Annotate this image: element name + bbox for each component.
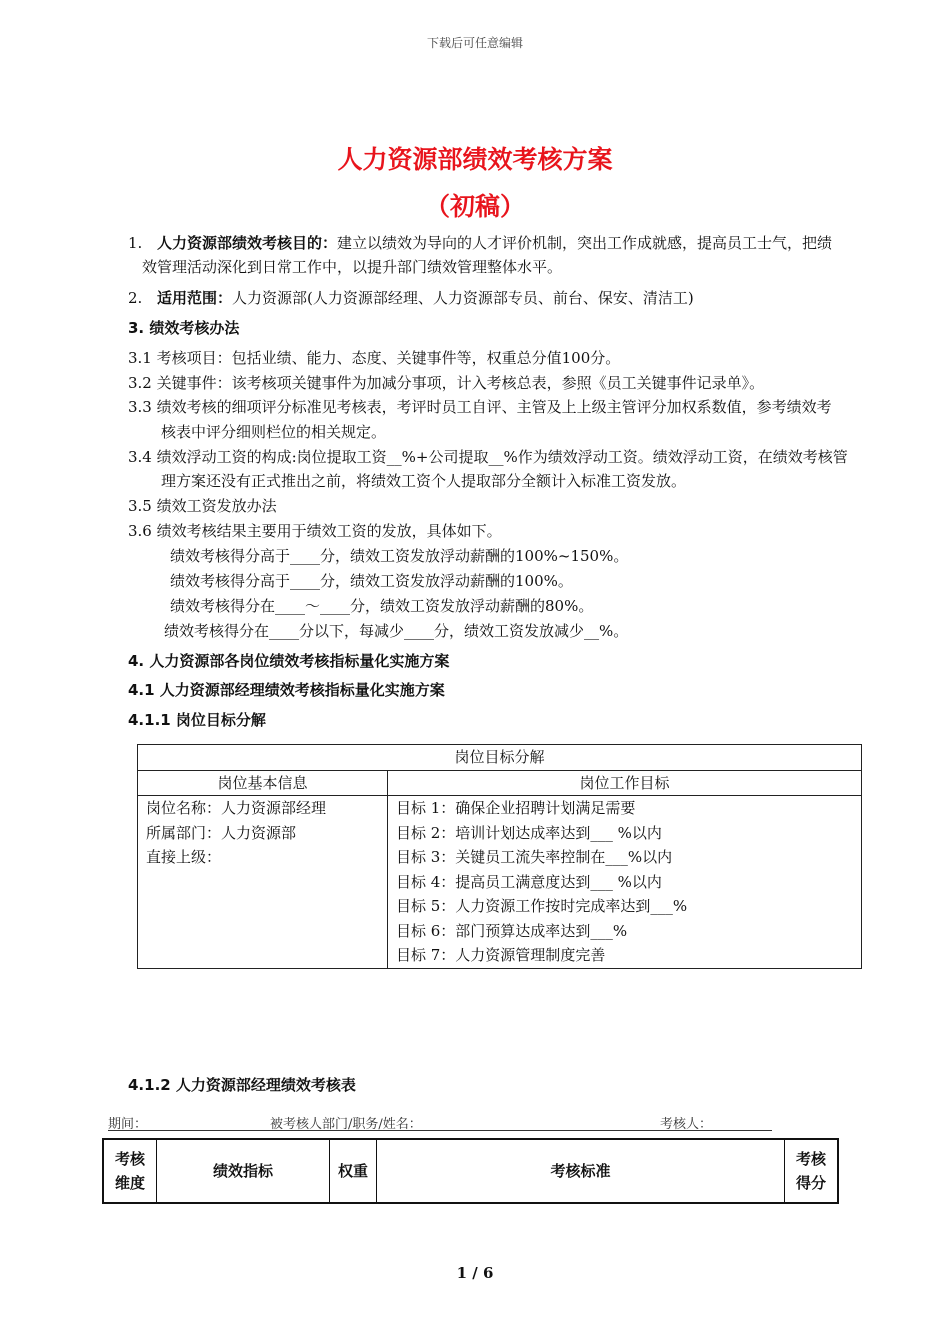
basic-info-header: 岗位基本信息	[138, 770, 388, 796]
rule-3: 绩效考核得分在____～____分，绩效工资发放浮动薪酬的80%。	[170, 597, 594, 615]
section-4-1-1-heading: 4.1.1 岗位目标分解	[128, 711, 266, 729]
section-4-1-2-heading: 4.1.2 人力资源部经理绩效考核表	[128, 1076, 356, 1094]
target-item: 目标 5：人力资源工作按时完成率达到___%	[396, 897, 688, 915]
target-item: 目标 6：部门预算达成率达到___%	[396, 921, 628, 940]
score-header: 考核得分	[785, 1139, 839, 1203]
section-3-heading: 3. 绩效考核办法	[128, 319, 240, 337]
work-goals-header: 岗位工作目标	[388, 770, 862, 796]
rule-4: 绩效考核得分在____分以下，每减少____分，绩效工资发放减少__%。	[164, 622, 629, 640]
item-3-3-cont: 核表中评分细则栏位的相关规定。	[161, 423, 387, 441]
header-underline	[108, 1130, 772, 1131]
assessment-table	[102, 1138, 839, 1204]
target-item: 目标 1：确保企业招聘计划满足需要	[396, 799, 636, 817]
rule-2: 绩效考核得分高于____分，绩效工资发放浮动薪酬的100%。	[170, 572, 573, 590]
position-name: 岗位名称：人力资源部经理	[146, 799, 327, 817]
item-3-3: 3.3 绩效考核的细项评分标准见考核表，考评时员工自评、主管及上上级主管评分加权系数值，参考绩效考	[128, 398, 832, 416]
item-3-6: 3.6 绩效考核结果主要用于绩效工资的发放，具体如下。	[128, 522, 502, 540]
section-4-1-heading: 4.1 人力资源部经理绩效考核指标量化实施方案	[128, 681, 445, 699]
target-item: 目标 3：关键员工流失率控制在___%以内	[396, 848, 673, 866]
target-item: 目标 7：人力资源管理制度完善	[396, 946, 606, 964]
weight-header: 权重	[330, 1139, 377, 1203]
section-2-text: 人力资源部(人力资源部经理、人力资源部专员、前台、保安、清洁工)	[232, 289, 694, 307]
item-3-4: 3.4 绩效浮动工资的构成:岗位提取工资__%+公司提取__%作为绩效浮动工资。绩效浮动工资，在绩效考核管	[128, 448, 848, 466]
document-subtitle: （初稿）	[424, 192, 525, 221]
rule-1: 绩效考核得分高于____分，绩效工资发放浮动薪酬的100%~150%。	[170, 547, 629, 565]
goal-breakdown-table	[137, 744, 862, 969]
item-3-5: 3.5 绩效工资发放办法	[128, 497, 277, 515]
goal-table-title: 岗位目标分解	[138, 745, 862, 771]
section-2-number: 2.	[128, 289, 143, 307]
department: 所属部门：人力资源部	[146, 823, 297, 842]
download-note: 下载后可任意编辑	[426, 36, 523, 50]
direct-superior: 直接上级：	[146, 848, 222, 866]
page-number: 1 / 6	[456, 1264, 494, 1282]
dimension-header: 考核维度	[103, 1139, 157, 1203]
section-1-line	[157, 231, 832, 255]
item-3-2: 3.2 关键事件：该考核项关键事件为加减分事项，计入考核总表，参照《员工关键事件记录单》。	[128, 374, 765, 392]
section-1-label: 人力资源部绩效考核目的：	[157, 234, 338, 252]
target-item: 目标 2：培训计划达成率达到___ %以内	[396, 823, 662, 842]
indicator-header: 绩效指标	[157, 1139, 330, 1203]
section-1-text-cont: 效管理活动深化到日常工作中，以提升部门绩效管理整体水平。	[142, 258, 563, 276]
section-4-heading: 4. 人力资源部各岗位绩效考核指标量化实施方案	[128, 652, 450, 670]
section-2-line	[157, 286, 694, 310]
target-item: 目标 4：提高员工满意度达到___ %以内	[396, 872, 662, 891]
assessee-label: 被考核人部门/职务/姓名：	[270, 1117, 422, 1132]
section-1-text: 建立以绩效为导向的人才评价机制，突出工作成就感，提高员工士气，把绩	[337, 234, 833, 252]
section-2-label: 适用范围：	[157, 289, 233, 307]
section-1-number: 1.	[128, 234, 143, 252]
period-label: 期间：	[108, 1117, 148, 1132]
standard-header: 考核标准	[377, 1139, 785, 1203]
document-title: 人力资源部绩效考核方案	[337, 145, 613, 174]
item-3-4-cont: 理方案还没有正式推出之前，将绩效工资个人提取部分全额计入标准工资发放。	[161, 472, 687, 490]
basic-info-cell	[138, 796, 388, 969]
item-3-1: 3.1 考核项目：包括业绩、能力、态度、关键事件等，权重总分值100分。	[128, 349, 621, 367]
assessor-label: 考核人：	[660, 1117, 713, 1132]
work-goals-cell	[388, 796, 862, 969]
